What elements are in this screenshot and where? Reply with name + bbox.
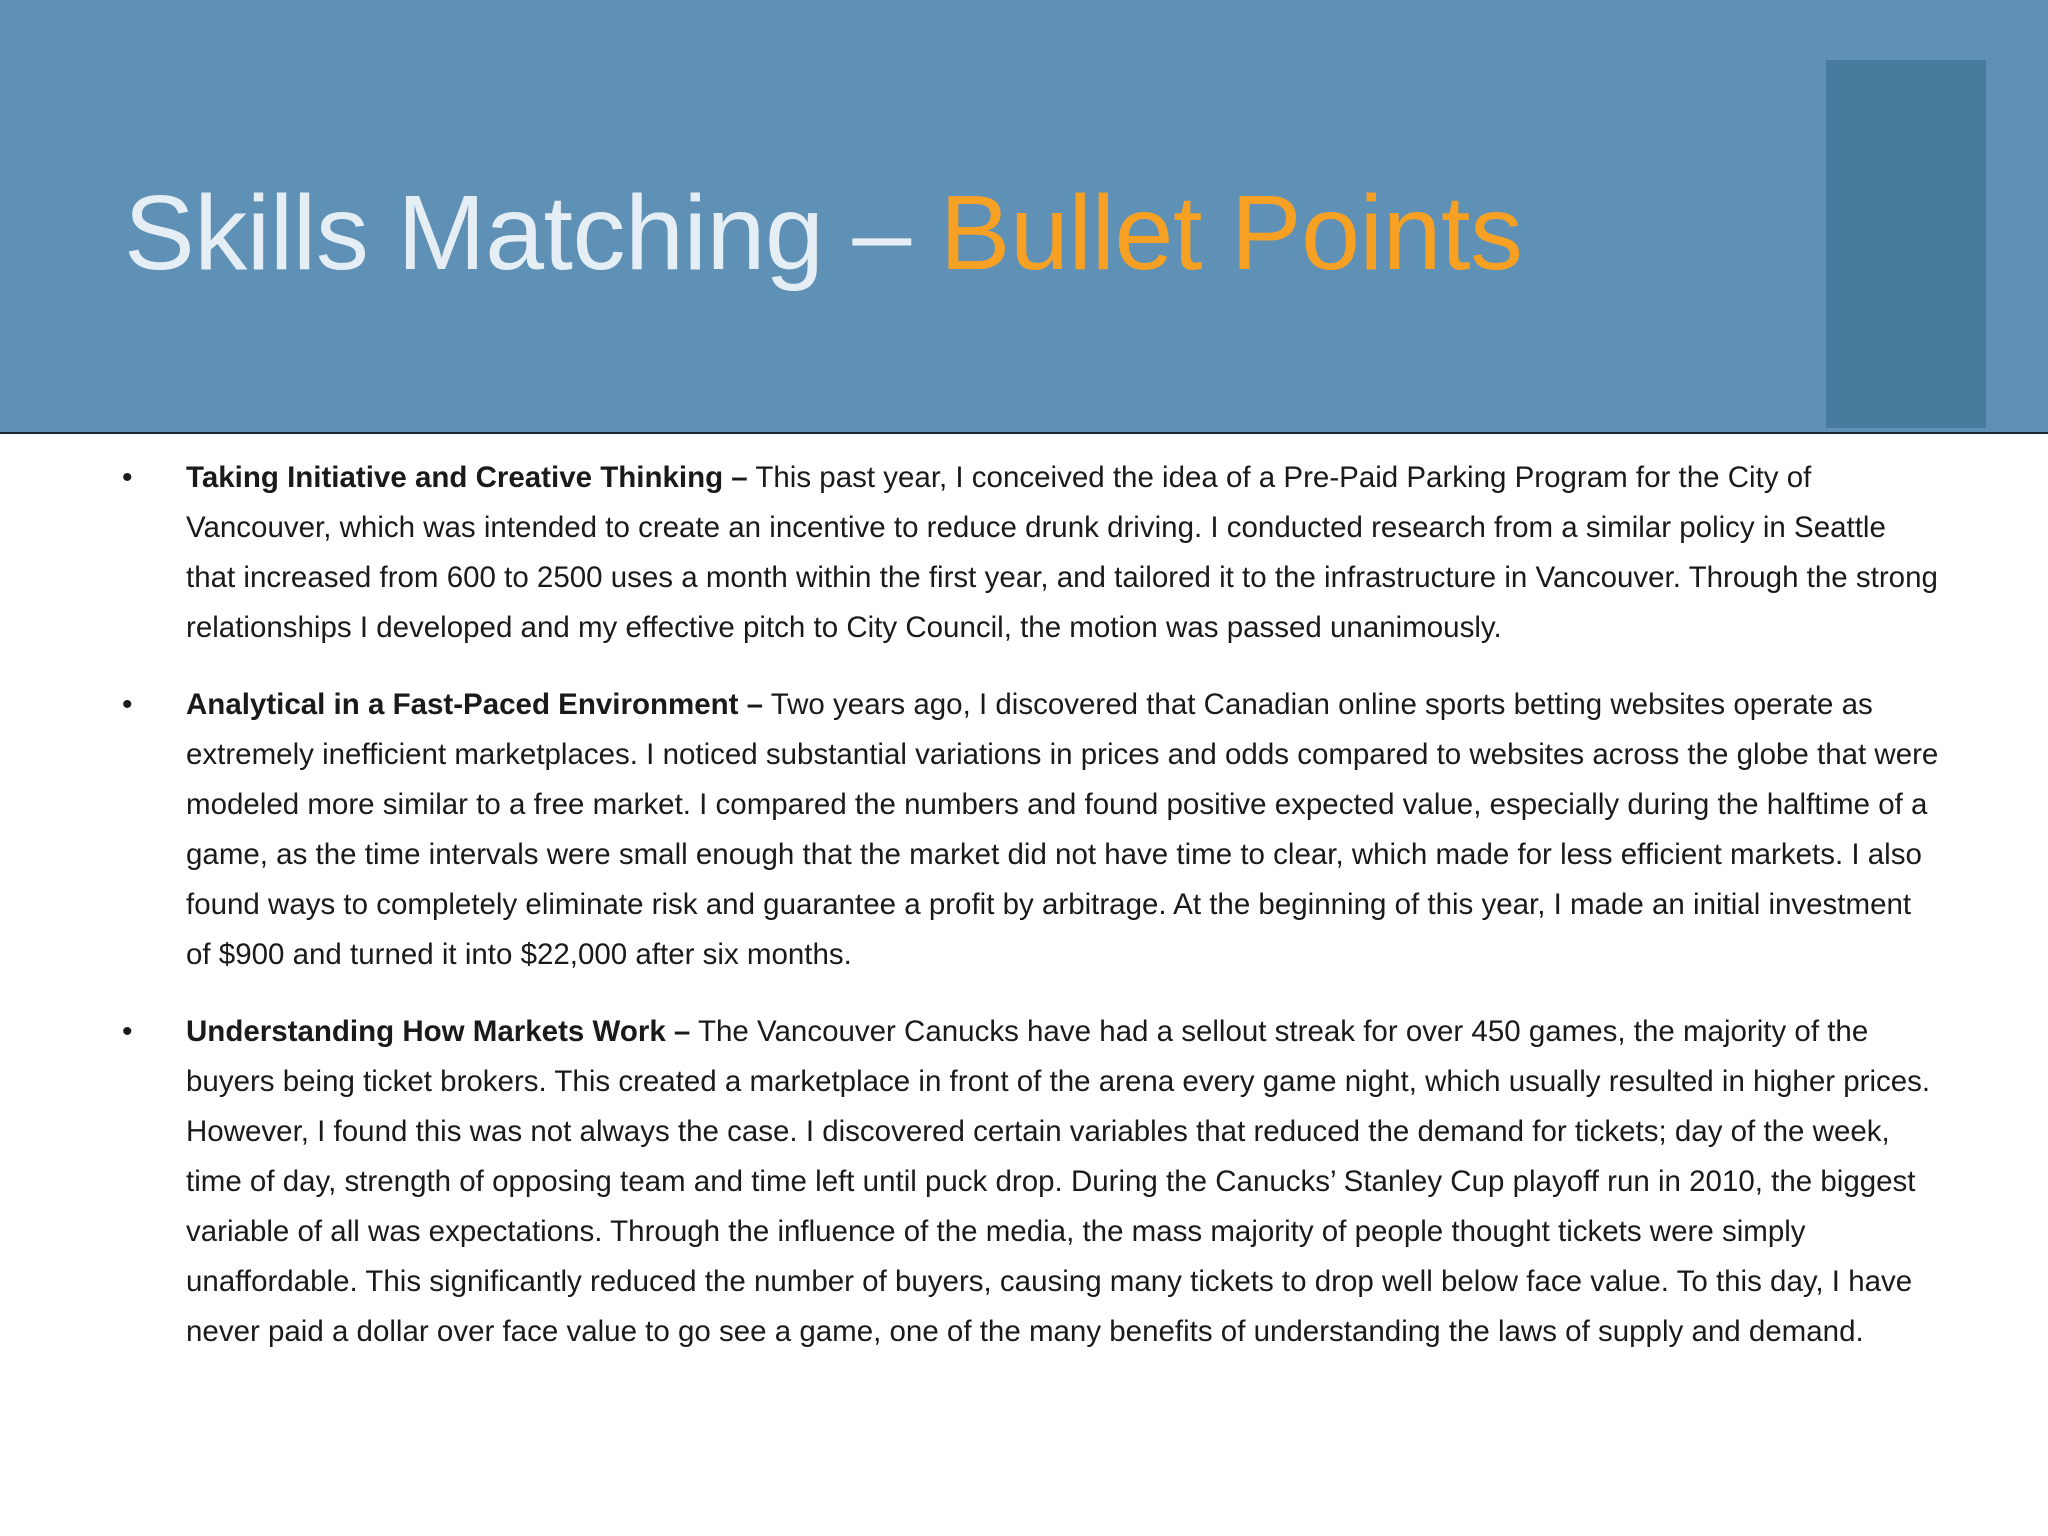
bullet-heading: Understanding How Markets Work – [186,1015,691,1048]
bullet-text: Two years ago, I discovered that Canadian online sports betting websites operate as extremely inefficient marketplaces. I noticed substantial variations in prices and odds compared to websites across the globe that were modeled more similar to a free market. I compared the numbers and found positive expected value, especially during the halftime of a game, as the time intervals were small enough that the market did not have time to clear, which made for less efficient markets. I also found ways to completely eliminate risk and guarantee a profit by arbitrage. At the beginning of this year, I made an initial investment of $900 and turned it into $22,000 after six months. [186,688,1939,971]
bullet-heading: Analytical in a Fast-Paced Environment – [186,688,764,721]
bullet-item [120,1007,1940,1357]
bullet-dot-icon: • [122,688,133,721]
header-accent-block [1826,60,1986,428]
bullet-list [120,453,1940,1384]
bullet-item [120,680,1940,980]
bullet-heading: Taking Initiative and Creative Thinking – [186,461,748,494]
slide-header [0,0,2048,434]
slide-title-main: Skills Matching – [124,174,940,292]
bullet-dot-icon: • [122,1015,133,1048]
slide-title-accent: Bullet Points [939,174,1523,292]
bullet-dot-icon: • [122,461,133,494]
slide-title [124,168,1522,298]
bullet-text: This past year, I conceived the idea of a Pre-Paid Parking Program for the City of Vancouver, which was intended to create an incentive to reduce drunk driving. I conducted research from a similar policy in Seattle that increased from 600 to 2500 uses a month within the first year, and tailored it to the infrastructure in Vancouver. Through the strong relationships I developed and my effective pitch to City Council, the motion was passed unanimously. [186,461,1938,644]
bullet-text: The Vancouver Canucks have had a sellout streak for over 450 games, the majority of the buyers being ticket brokers. This created a marketplace in front of the arena every game night, which usually resulted in higher prices. However, I found this was not always the case. I discovered certain variables that reduced the demand for tickets; day of the week, time of day, strength of opposing team and time left until puck drop. During the Canucks’ Stanley Cup playoff run in 2010, the biggest variable of all was expectations. Through the influence of the media, the mass majority of people thought tickets were simply unaffordable. This significantly reduced the number of buyers, causing many tickets to drop well below face value. To this day, I have never paid a dollar over face value to go see a game, one of the many benefits of understanding the laws of supply and demand. [186,1015,1931,1348]
bullet-item [120,453,1940,653]
